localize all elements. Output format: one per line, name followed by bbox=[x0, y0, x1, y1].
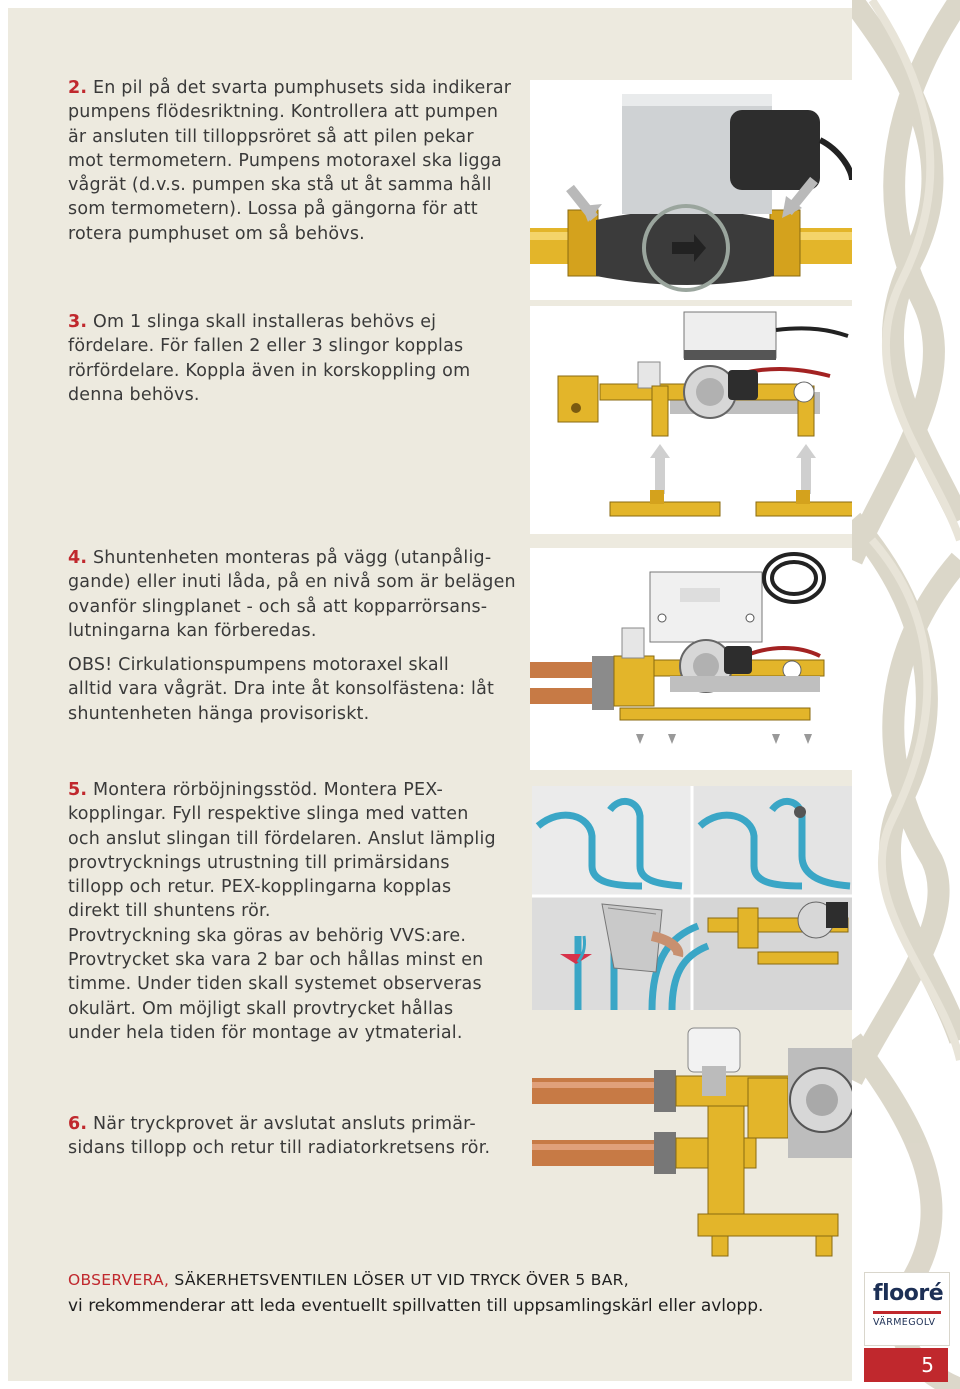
step-text: När tryckprovet är avslutat ansluts primär- bbox=[93, 1114, 476, 1134]
logo-divider bbox=[873, 1311, 941, 1314]
step-number: 6. bbox=[68, 1114, 88, 1134]
step-text: pumpens flödesriktning. Kontrollera att pumpen bbox=[68, 102, 499, 123]
decorative-ribbons bbox=[852, 0, 960, 1389]
step-number: 3. bbox=[68, 312, 88, 332]
step-6 bbox=[68, 1112, 490, 1161]
step-text: denna behövs. bbox=[68, 384, 200, 405]
step-text: är ansluten till tilloppsröret så att pilen pekar bbox=[68, 126, 474, 147]
shunt-unit-illustration bbox=[530, 306, 852, 534]
step-text: vågrät (d.v.s. pumpen ska stå ut åt samma håll bbox=[68, 175, 492, 196]
pressure-test-illustration bbox=[532, 786, 852, 1010]
step-4 bbox=[68, 546, 516, 726]
step-text: Montera rörböjningsstöd. Montera PEX- bbox=[93, 780, 444, 800]
step-text: mot termometern. Pumpens motoraxel ska ligga bbox=[68, 150, 502, 171]
step-number: 5. bbox=[68, 780, 88, 800]
logo-subtitle: VÄRMEGOLV bbox=[873, 1317, 936, 1328]
step-text: fördelare. För fallen 2 eller 3 slingor kopplas bbox=[68, 336, 464, 357]
step-text: Om 1 slinga skall installeras behövs ej bbox=[93, 312, 437, 332]
step-text: tillopp och retur. PEX-kopplingarna kopplas bbox=[68, 877, 452, 898]
step-text: rörfördelare. Koppla även in korskoppling om bbox=[68, 360, 471, 381]
step-text: Provtryckning ska göras av behörig VVS:are. bbox=[68, 925, 467, 946]
step-text: Provtrycket ska vara 2 bar och hållas minst en bbox=[68, 950, 484, 971]
step-text: rotera pumphuset om så behövs. bbox=[68, 223, 365, 244]
warning-text: SÄKERHETSVENTILEN LÖSER UT VID TRYCK ÖVER 5 BAR, bbox=[169, 1271, 629, 1289]
page-number: 5 bbox=[864, 1348, 948, 1382]
step-3 bbox=[68, 310, 470, 407]
floore-logo bbox=[864, 1272, 950, 1346]
safety-note bbox=[68, 1270, 763, 1316]
step-text: gande) eller inuti låda, på en nivå som är belägen bbox=[68, 572, 516, 593]
step-text: under hela tiden för montage av ytmaterial. bbox=[68, 1022, 463, 1043]
logo-brand: flooré bbox=[873, 1281, 944, 1306]
warning-label: OBSERVERA, bbox=[68, 1271, 170, 1289]
step-number: 2. bbox=[68, 78, 88, 98]
step-text: ovanför slingplanet - och så att kopparrörsans- bbox=[68, 596, 488, 617]
step-2 bbox=[68, 76, 511, 246]
radiator-connection-illustration bbox=[532, 1018, 852, 1262]
step-text: sidans tillopp och retur till radiatorkretsens rör. bbox=[68, 1138, 491, 1159]
step-number: 4. bbox=[68, 548, 88, 568]
step-note: shuntenheten hänga provisoriskt. bbox=[68, 703, 370, 724]
step-text: okulärt. Om möjligt skall provtrycket hållas bbox=[68, 998, 454, 1019]
step-text: kopplingar. Fyll respektive slinga med vatten bbox=[68, 804, 469, 825]
step-note: alltid vara vågrät. Dra inte åt konsolfästena: låt bbox=[68, 679, 495, 700]
warning-recommendation: vi rekommenderar att leda eventuellt spillvatten till uppsamlingskärl eller avlopp. bbox=[68, 1296, 764, 1316]
step-text: Shuntenheten monteras på vägg (utanpålig- bbox=[93, 548, 492, 568]
step-5 bbox=[68, 778, 496, 1045]
pump-illustration bbox=[530, 80, 852, 300]
wall-mount-illustration bbox=[530, 548, 852, 770]
step-text: som termometern). Lossa på gängorna för att bbox=[68, 199, 478, 220]
step-text: provtrycknings utrustning till primärsidans bbox=[68, 852, 450, 873]
step-text: timme. Under tiden skall systemet observeras bbox=[68, 974, 482, 995]
step-text: och anslut slingan till fördelaren. Anslut lämplig bbox=[68, 828, 496, 849]
step-text: direkt till shuntens rör. bbox=[68, 901, 271, 922]
step-text: lutningarna kan förberedas. bbox=[68, 620, 317, 641]
step-note: OBS! Cirkulationspumpens motoraxel skall bbox=[68, 655, 449, 676]
step-text: En pil på det svarta pumphusets sida indikerar bbox=[93, 78, 512, 98]
